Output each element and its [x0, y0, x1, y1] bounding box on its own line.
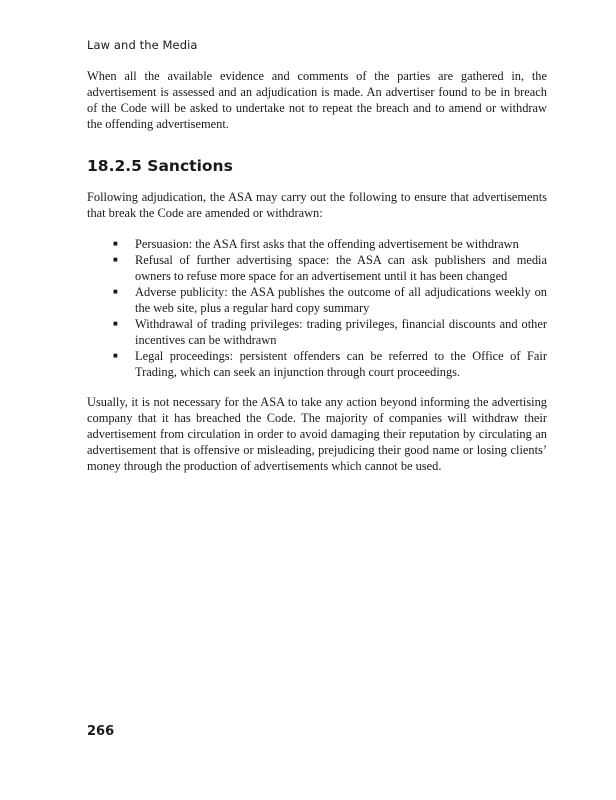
lead-paragraph: Following adjudication, the ASA may carry out the following to ensure that advertisements that break the Code are amended or withdrawn: — [87, 190, 547, 220]
list-item — [113, 236, 547, 252]
list-item-text: Legal proceedings: persistent offenders can be referred to the Office of Fair Trading, which can seek an injunction through court proceedings. — [135, 349, 547, 379]
page-content — [87, 38, 547, 474]
list-item-text: Withdrawal of trading privileges: trading privileges, financial discounts and other incentives can be withdrawn — [135, 317, 547, 347]
sanctions-list — [87, 236, 547, 380]
bullet-icon: ■ — [113, 255, 118, 264]
list-item — [113, 316, 547, 348]
section-heading: 18.2.5 Sanctions — [87, 157, 233, 175]
list-item-text: Persuasion: the ASA first asks that the offending advertisement be withdrawn — [135, 237, 519, 251]
page-number: 266 — [87, 724, 115, 739]
list-item-text: Refusal of further advertising space: the ASA can ask publishers and media owners to refuse more space for an advertisement until it has been changed — [135, 253, 547, 283]
list-item — [113, 348, 547, 380]
bullet-icon: ■ — [113, 351, 118, 360]
bullet-icon: ■ — [113, 319, 118, 328]
list-item — [113, 252, 547, 284]
running-head: Law and the Media — [87, 38, 198, 52]
intro-paragraph: When all the available evidence and comments of the parties are gathered in, the advertisement is assessed and an adjudication is made. An advertiser found to be in breach of the Code will be asked to undertake not to repeat the breach and to amend or withdraw the offending advertisement. — [87, 69, 547, 131]
bullet-icon: ■ — [113, 287, 118, 296]
list-item-text: Adverse publicity: the ASA publishes the outcome of all adjudications weekly on the web site, plus a regular hard copy summary — [135, 285, 547, 315]
list-item — [113, 284, 547, 316]
closing-paragraph: Usually, it is not necessary for the ASA to take any action beyond informing the advertising company that it has breached the Code. The majority of companies will withdraw their advertisement from circulation in order to avoid damaging their reputation by circulating an advertisement that is offensive or misleading, prejudicing their good name or losing clients’ money through the production of advertisements which cannot be used. — [87, 395, 547, 473]
bullet-icon: ■ — [113, 239, 118, 248]
